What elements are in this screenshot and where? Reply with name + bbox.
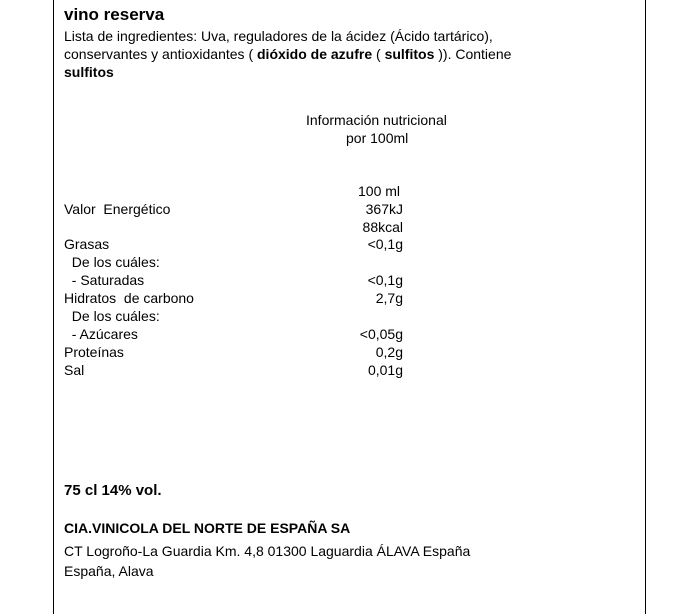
nutrition-row-label: Proteínas (64, 344, 124, 360)
company-address-line-1: CT Logroño-La Guardia Km. 4,8 01300 Laguardia ÁLAVA España (64, 543, 471, 559)
nutrition-row-value: <0,05g (359, 326, 403, 342)
nutrition-row-value: 367kJ (365, 201, 403, 217)
nutrition-row-value: <0,1g (367, 236, 403, 252)
allergen-sulphites: sulfitos (384, 46, 435, 62)
nutrition-row-label: Grasas (64, 236, 110, 252)
company-name: CIA.VINICOLA DEL NORTE DE ESPAÑA SA (64, 520, 351, 536)
nutrition-subheader: por 100ml (346, 130, 409, 146)
nutrition-column-header: 100 ml (358, 183, 401, 199)
allergen-sulphur-dioxide: dióxido de azufre (257, 46, 373, 62)
ingredients-text: conservantes y antioxidantes ( (64, 46, 257, 62)
nutrition-row-label: Valor Energético (64, 201, 171, 217)
nutrition-row-value: 88kcal (362, 219, 403, 235)
volume-alcohol: 75 cl 14% vol. (64, 482, 162, 499)
product-name: vino reserva (64, 5, 165, 24)
ingredients-line-3: sulfitos (64, 64, 114, 80)
ingredients-text: ( (372, 46, 385, 62)
ingredients-text: )). Contiene (434, 46, 512, 62)
nutrition-row-label: - Saturadas (64, 272, 145, 288)
nutrition-row-value: <0,1g (367, 272, 403, 288)
nutrition-row-label: Sal (64, 362, 85, 378)
nutrition-row-value: 0,2g (375, 344, 403, 360)
company-address-line-2: España, Alava (64, 563, 154, 579)
nutrition-row-label: - Azúcares (64, 326, 138, 342)
nutrition-row-value: 0,01g (367, 362, 403, 378)
ingredients-line-2 (64, 47, 511, 61)
nutrition-row-label: De los cuáles: (64, 254, 160, 270)
ingredients-line-1: Lista de ingredientes: Uva, reguladores de la ácidez (Ácido tartárico), (64, 28, 493, 44)
nutrition-header: Información nutricional (306, 112, 447, 128)
nutrition-row-label: Hidratos de carbono (64, 290, 194, 306)
nutrition-row-label: De los cuáles: (64, 308, 160, 324)
nutrition-row-value: 2,7g (375, 290, 403, 306)
